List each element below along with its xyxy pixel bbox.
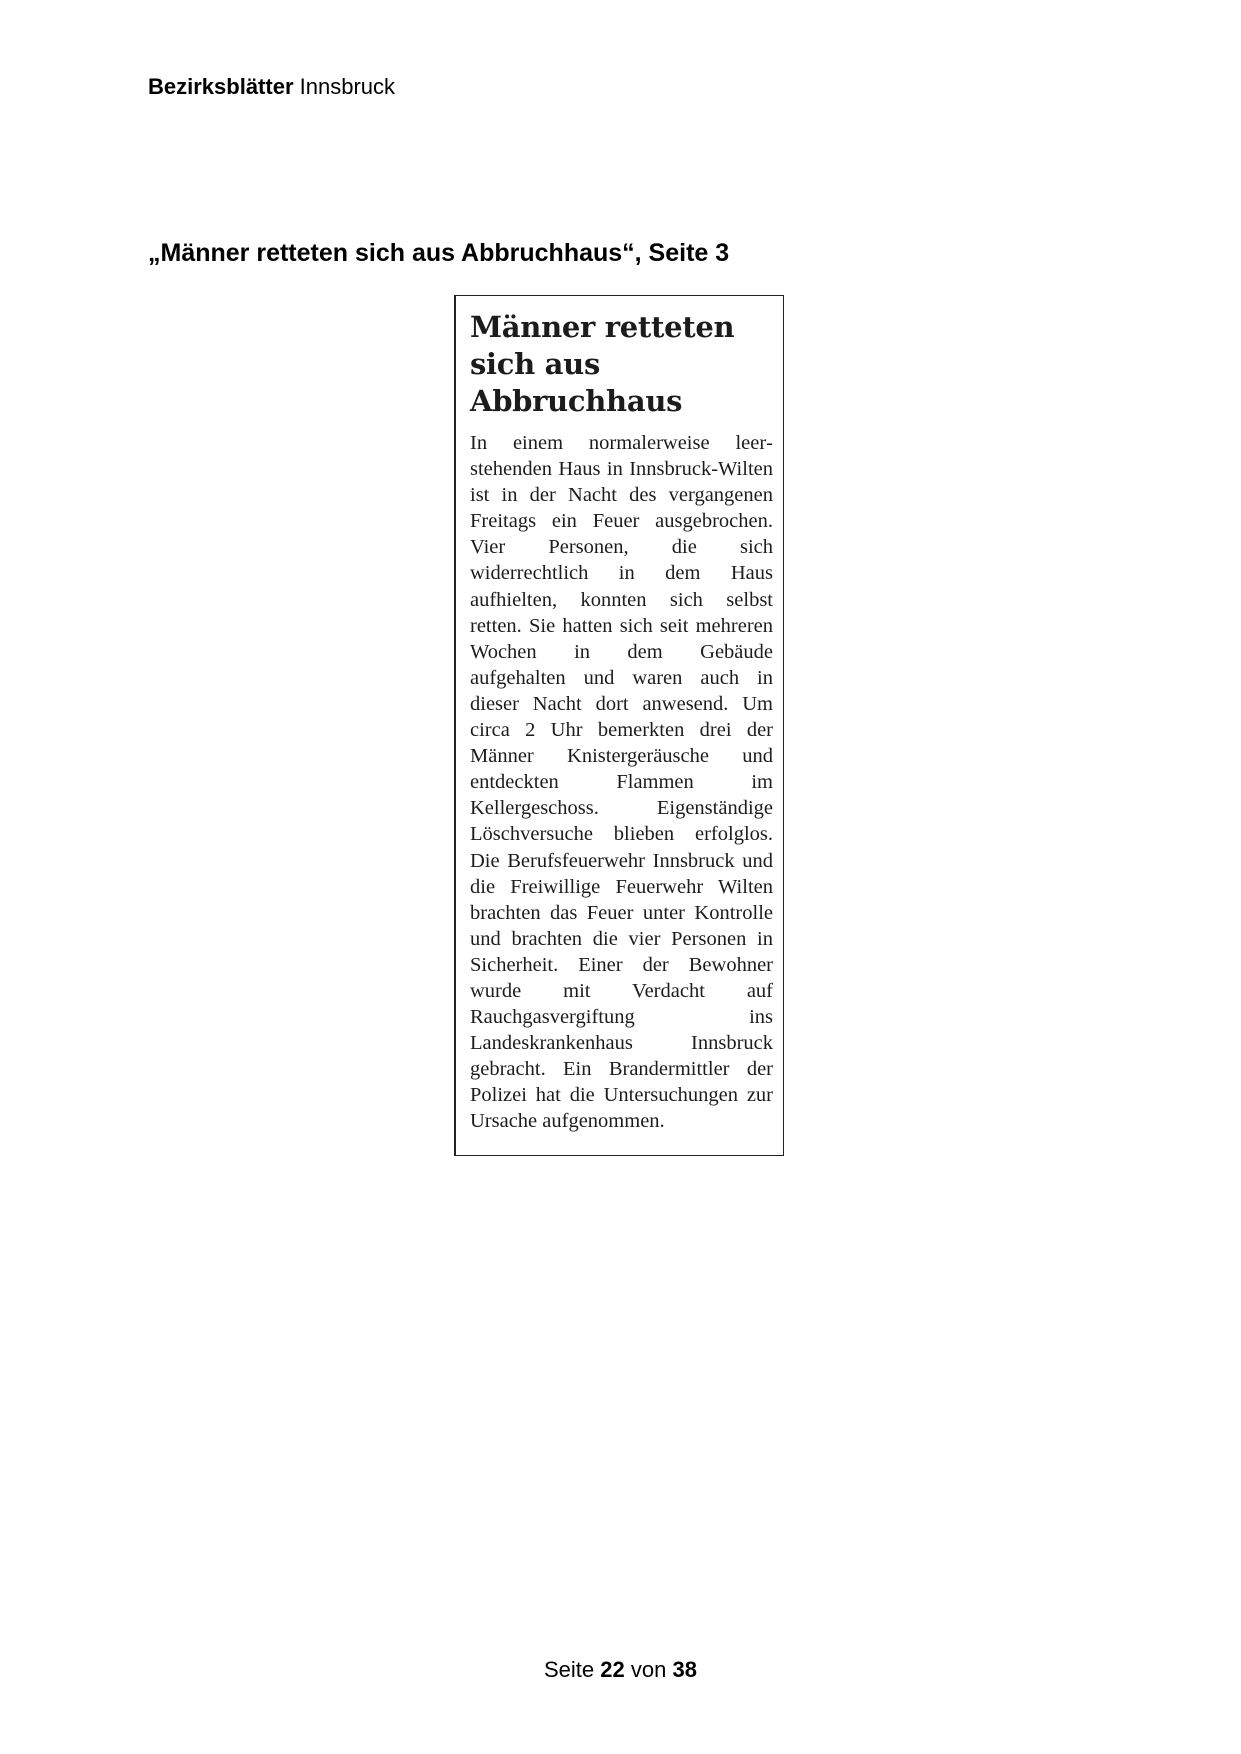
article-body: In einem normalerweise leerstehenden Haus in Innsbruck-Wilten ist in der Nacht des vergangenen Freitags ein Feuer ausgebrochen. Vier Personen, die sich widerrechtlich in dem Haus aufhielten, konnten sich selbst retten. Sie hatten sich seit mehreren Wochen in dem Gebäude aufgehalten und waren auch in dieser Nacht dort anwesend. Um circa 2 Uhr bemerkten drei der Männer Knistergeräusche und entdeckten Flammen im Kellergeschoss. Eigenständige Löschversuche blieben erfolglos. Die Berufsfeuerwehr Innsbruck und die Freiwillige Feuerwehr Wilten brachten das Feuer unter Kontrolle und brachten die vier Personen in Sicherheit. Einer der Bewohner wurde mit Verdacht auf Rauchgasvergiftung ins Landeskrankenhaus Innsbruck gebracht. Ein Brandermittler der Polizei hat die Untersuchungen zur Ursache aufgenommen. xyxy=(470,432,773,1133)
page-header xyxy=(148,74,395,100)
document-title: „Männer retteten sich aus Abbruchhaus“, Seite 3 xyxy=(148,239,730,267)
newspaper-clipping xyxy=(454,295,784,1156)
total-pages-number: 38 xyxy=(672,1657,697,1682)
publication-name: Bezirksblätter xyxy=(148,74,294,99)
page-footer xyxy=(0,1657,1241,1683)
article-headline: Männer retteten sich aus Abbruchhaus xyxy=(470,310,735,418)
publication-region: Innsbruck xyxy=(299,74,396,99)
current-page-number: 22 xyxy=(600,1657,625,1682)
page-separator: von xyxy=(630,1657,667,1682)
page-label: Seite xyxy=(544,1657,595,1682)
